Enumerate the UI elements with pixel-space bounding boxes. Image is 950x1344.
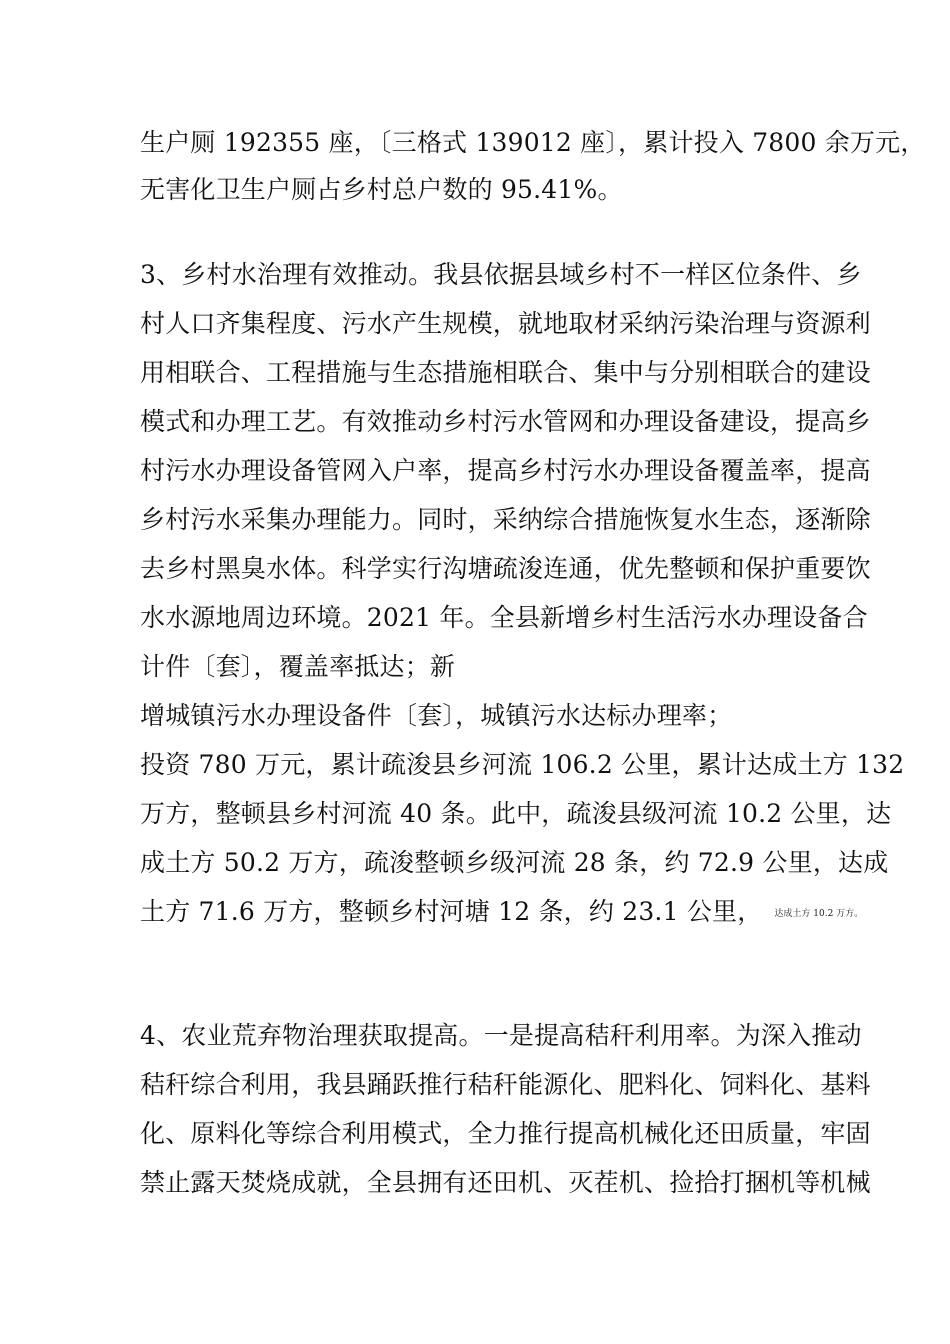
paragraph-3-line-7: 去乡村黑臭水体。科学实行沟塘疏浚连通，优先整顿和保护重要饮 xyxy=(140,554,871,583)
paragraph-4-line-1: 4、农业荒弃物治理获取提高。一是提高秸秆利用率。为深入推动 xyxy=(140,1021,862,1050)
paragraph-3-line-1: 3、乡村水治理有效推动。我县依据县域乡村不一样区位条件、乡 xyxy=(140,260,862,289)
paragraph-3-line-3: 用相联合、工程措施与生态措施相联合、集中与分别相联合的建设 xyxy=(140,358,871,387)
paragraph-3-line-5: 村污水办理设备管网入户率，提高乡村污水办理设备覆盖率，提高 xyxy=(140,456,871,485)
paragraph-3-line-12: 万方，整顿县乡村河流 40 条。此中，疏浚县级河流 10.2 公里，达 xyxy=(140,799,892,828)
paragraph-4-line-2: 秸秆综合利用，我县踊跃推行秸秆能源化、肥料化、饲料化、基料 xyxy=(140,1070,871,1099)
paragraph-3-line-8: 水水源地周边环境。2021 年。全县新增乡村生活污水办理设备合 xyxy=(140,603,868,632)
paragraph-4-line-3: 化、原料化等综合利用模式，全力推行提高机械化还田质量，牢固 xyxy=(140,1119,871,1148)
paragraph-3-line-2: 村人口齐集程度、污水产生规模，就地取材采纳污染治理与资源利 xyxy=(140,309,871,338)
paragraph-2-line-1: 生户厕 192355 座，〔三格式 139012 座〕，累计投入 7800 余万元， xyxy=(140,128,926,157)
paragraph-4-line-4: 禁止露天焚烧成就，全县拥有还田机、灭茬机、捡拾打捆机等机械 xyxy=(140,1168,871,1197)
paragraph-3-small-note: 达成土方 10.2 万方。 xyxy=(774,908,864,919)
paragraph-3-line-6: 乡村污水采集办理能力。同时，采纳综合措施恢复水生态，逐渐除 xyxy=(140,505,871,534)
paragraph-3-line-14-text: 土方 71.6 万方，整顿乡村河塘 12 条，约 23.1 公里， xyxy=(140,897,763,926)
paragraph-3-line-9: 计件〔套〕，覆盖率抵达；新 xyxy=(140,652,456,681)
paragraph-3-line-11: 投资 780 万元，累计疏浚县乡河流 106.2 公里，累计达成土方 132 xyxy=(140,750,905,779)
paragraph-3-line-13: 成土方 50.2 万方，疏浚整顿乡级河流 28 条，约 72.9 公里，达成 xyxy=(140,848,889,877)
paragraph-2-line-2: 无害化卫生户厕占乡村总户数的 95.41%。 xyxy=(140,175,623,204)
paragraph-3-line-10: 增城镇污水办理设备件〔套〕，城镇污水达标办理率； xyxy=(140,701,733,730)
paragraph-3-line-4: 模式和办理工艺。有效推动乡村污水管网和办理设备建设，提高乡 xyxy=(140,407,871,436)
paragraph-3-line-14 xyxy=(140,897,864,929)
